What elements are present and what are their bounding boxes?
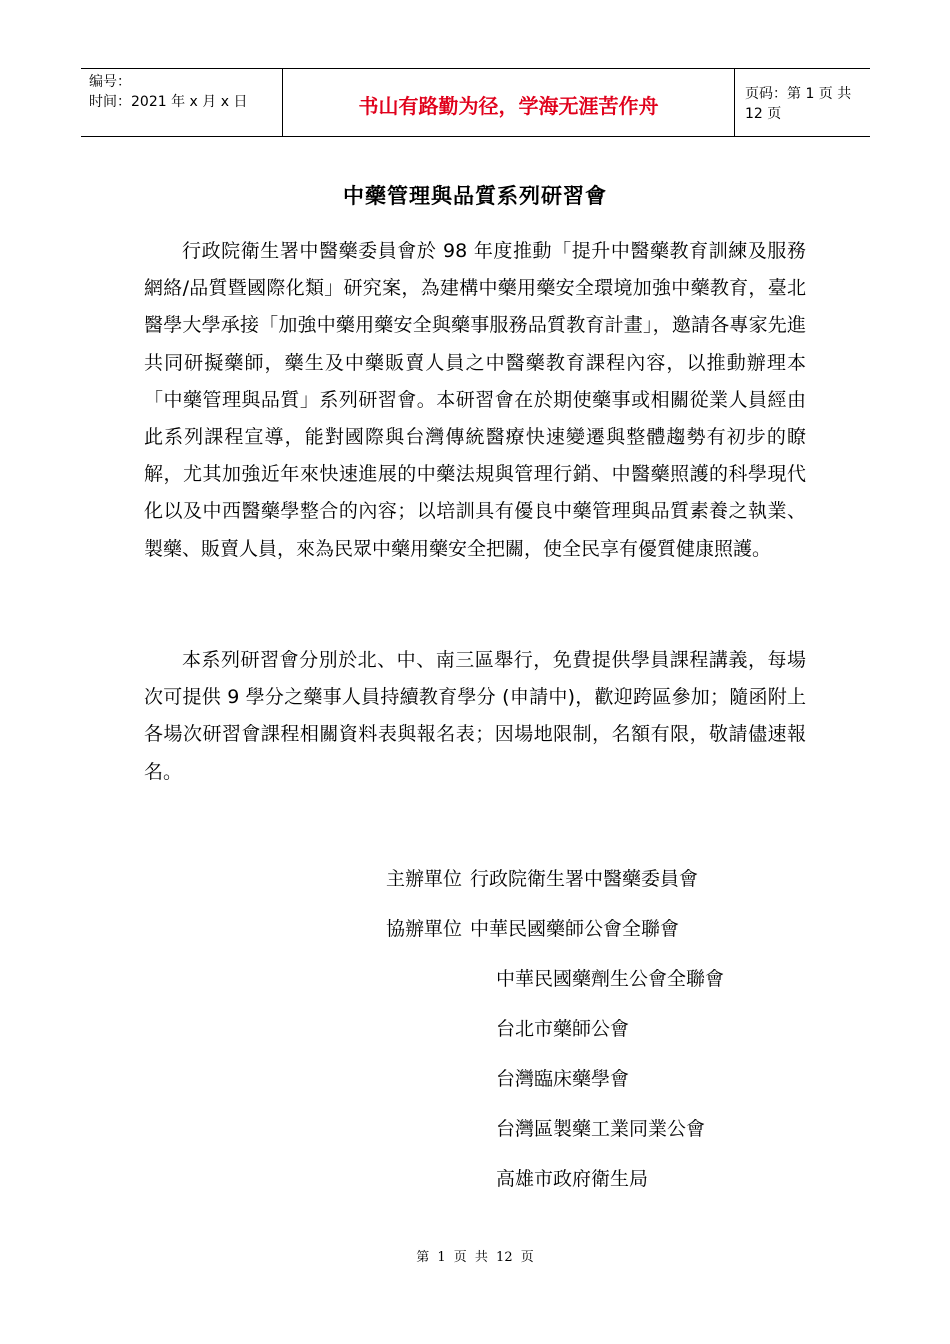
host-organizer-line bbox=[386, 866, 698, 892]
co-organizer: 中華民國藥劑生公會全聯會 bbox=[496, 968, 725, 990]
document-title: 中藥管理與品質系列研習會 bbox=[343, 184, 607, 208]
co-organizer: 台灣臨床藥學會 bbox=[496, 1068, 630, 1090]
co-organizer: 台灣區製藥工業同業公會 bbox=[496, 1118, 706, 1140]
document-time: 时间：2021 年 x 月 x 日 bbox=[89, 94, 248, 110]
document-number-label: 编号： bbox=[89, 74, 131, 90]
page-header bbox=[81, 68, 870, 137]
co-organizer: 台北市藥師公會 bbox=[496, 1018, 630, 1040]
host-label: 主辦單位 bbox=[386, 868, 463, 890]
co-organizer-label: 協辦單位 bbox=[386, 918, 463, 940]
co-organizer: 中華民國藥師公會全聯會 bbox=[470, 918, 680, 940]
co-organizer: 高雄市政府衛生局 bbox=[496, 1168, 649, 1190]
header-motto: 书山有路勤为径，学海无涯苦作舟 bbox=[282, 69, 735, 136]
page-footer: 第 1 页 共 12 页 bbox=[416, 1250, 534, 1265]
body-paragraph-2: 本系列研習會分別於北、中、南三區舉行，免費提供學員課程講義，每場次可提供 9 學分之藥事人員持續教育學分 (申請中)，歡迎跨區參加；隨函附上各場次研習會課程相關資料表與報名表；因場地限制，名額有限，敬請儘速報名。 bbox=[144, 649, 806, 783]
co-organizer-line bbox=[386, 916, 679, 942]
header-meta bbox=[81, 69, 282, 136]
header-page-info: 页码：第 1 页 共 12 页 bbox=[745, 85, 852, 122]
body-paragraph-1: 行政院衛生署中醫藥委員會於 98 年度推動「提升中醫藥教育訓練及服務網絡/品質暨國際化類」研究案，為建構中藥用藥安全環境加強中藥教育，臺北醫學大學承接「加強中藥用藥安全與藥事服務品質教育計畫」，邀請各專家先進共同研擬藥師，藥生及中藥販賣人員之中醫藥教育課程內容，以推動辦理本「中藥管理與品質」系列研習會。本研習會在於期使藥事或相關從業人員經由此系列課程宣導，能對國際與台灣傳統醫療快速變遷與整體趨勢有初步的瞭解，尤其加強近年來快速進展的中藥法規與管理行銷、中醫藥照護的科學現代化以及中西醫藥學整合的內容；以培訓具有優良中藥管理與品質素養之執業、製藥、販賣人員，來為民眾中藥用藥安全把關，使全民享有優質健康照護。 bbox=[144, 240, 806, 560]
host-organizer: 行政院衛生署中醫藥委員會 bbox=[470, 868, 699, 890]
